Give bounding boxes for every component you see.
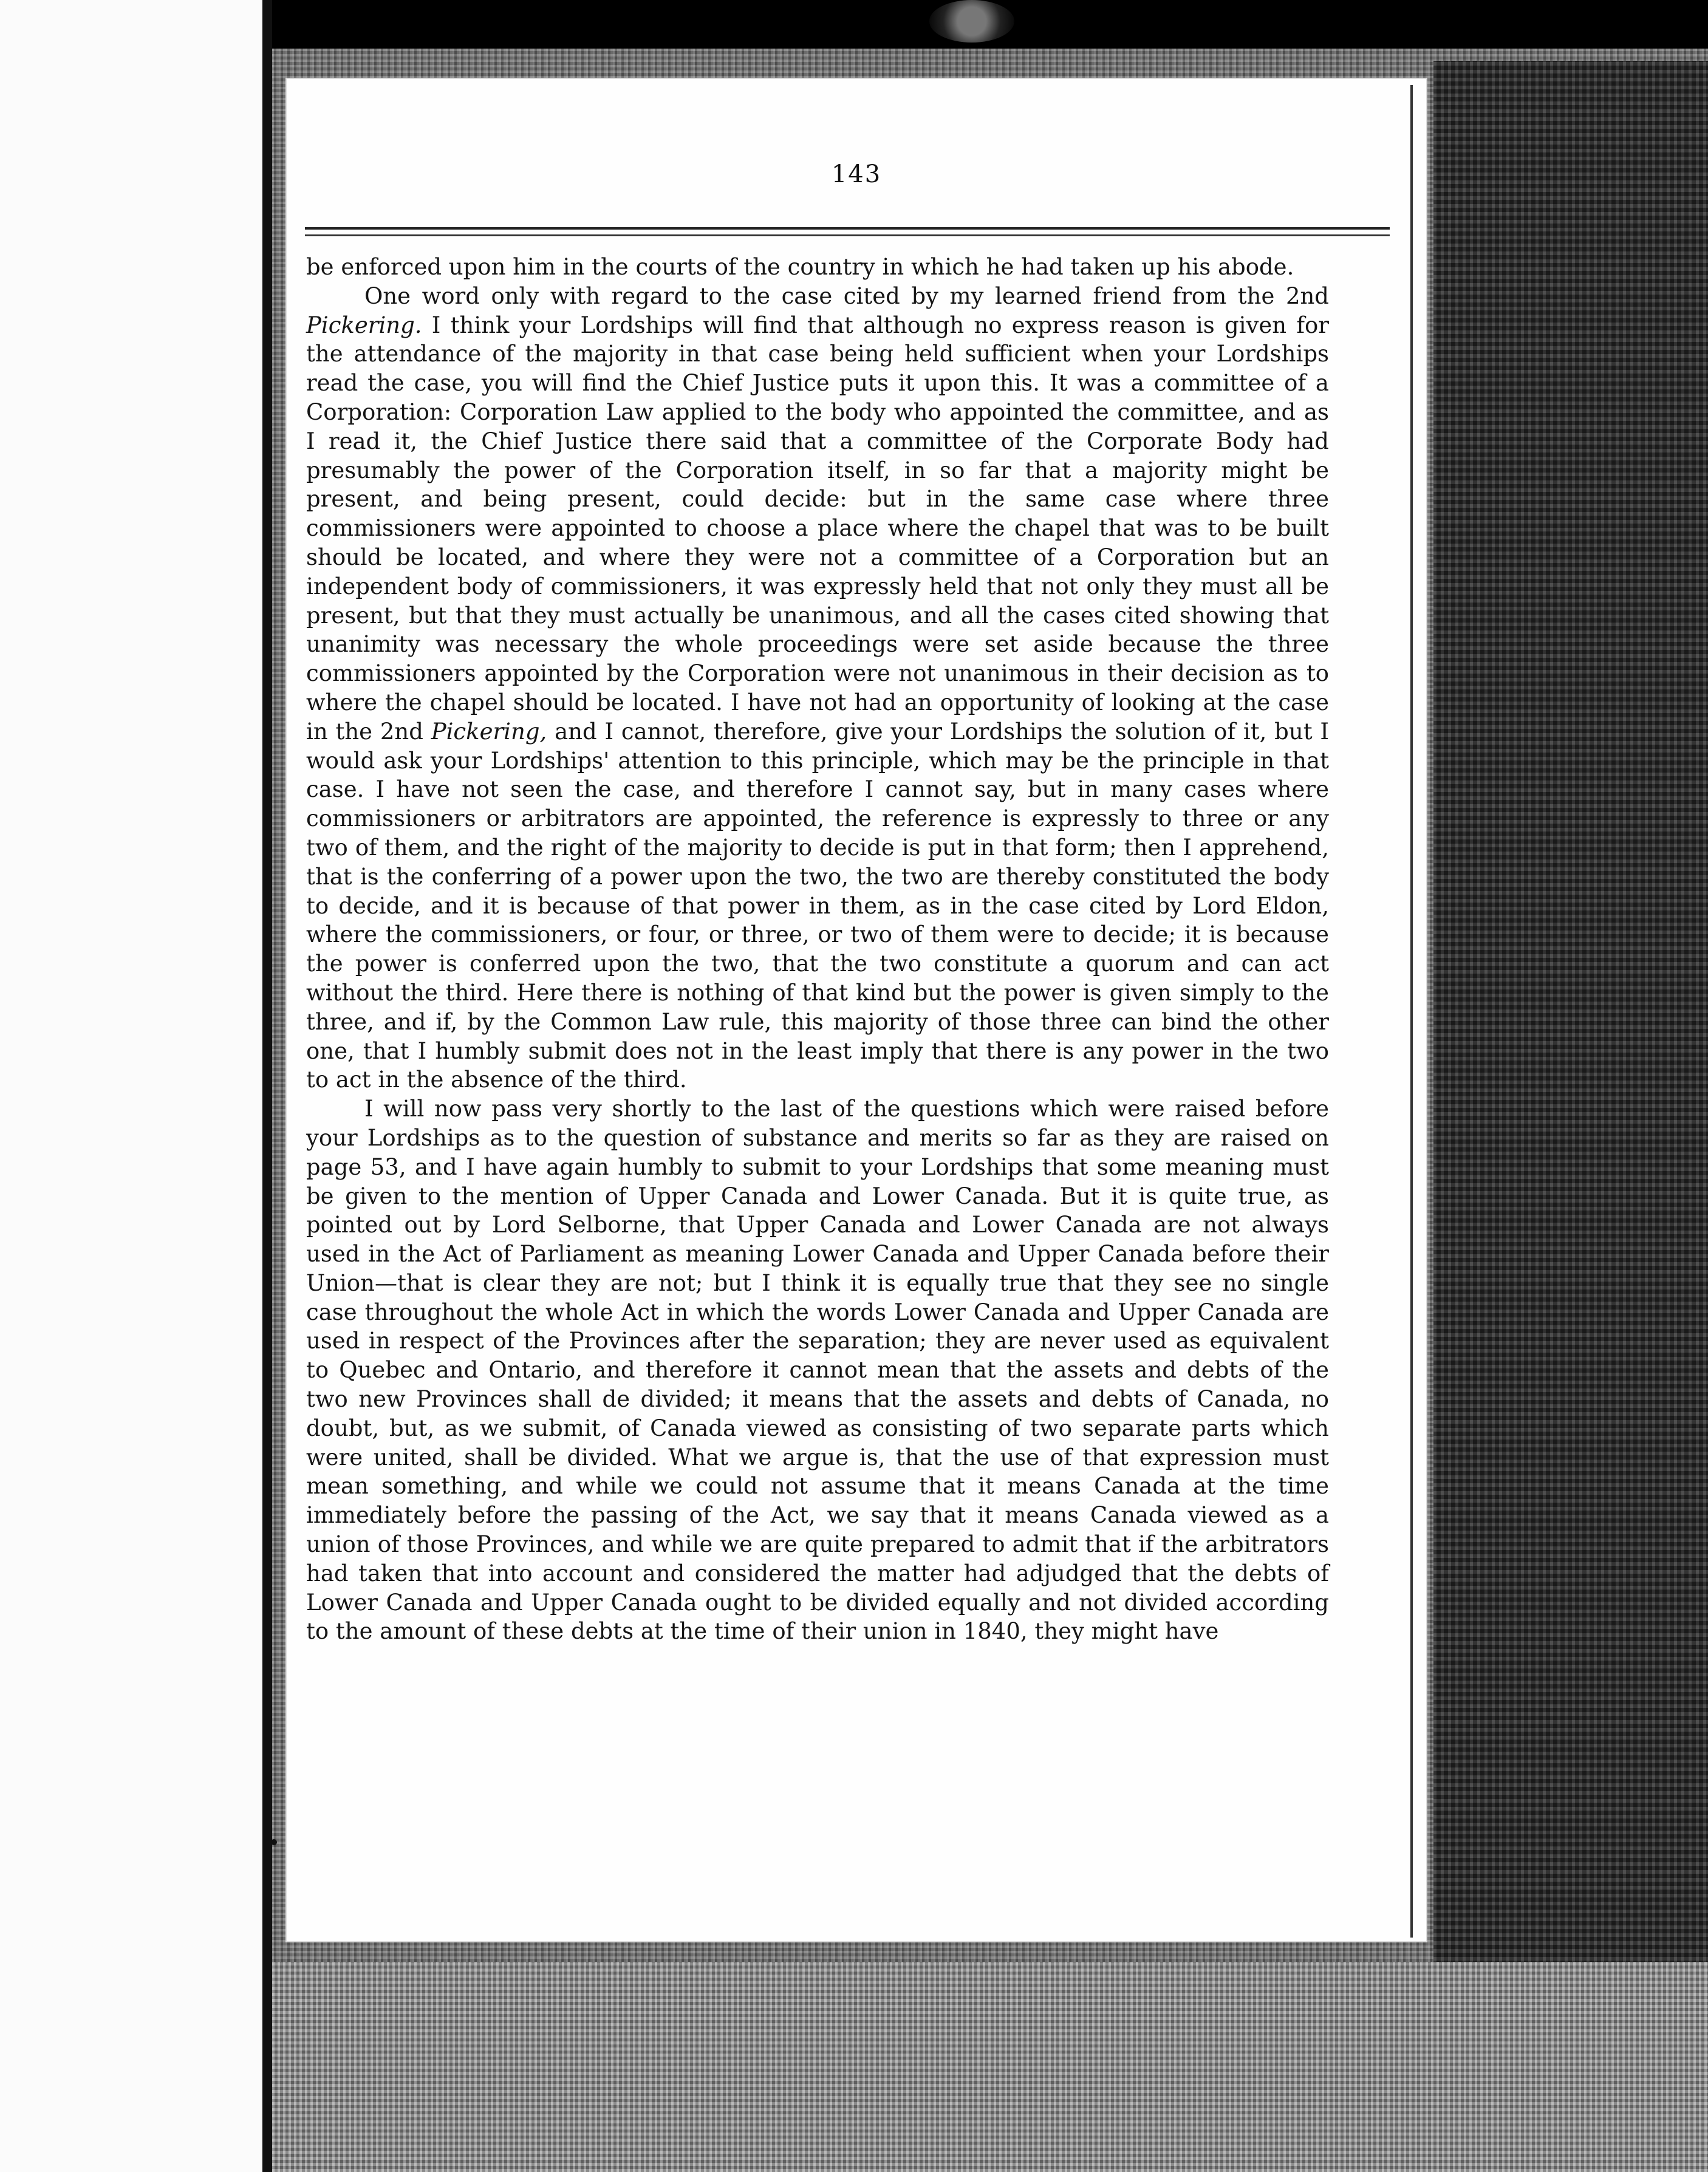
header-rule bbox=[305, 227, 1390, 230]
scan-bottom-margin bbox=[272, 1962, 1708, 2172]
facing-page-edge bbox=[0, 0, 267, 2172]
paragraph-2-part-1: One word only with regard to the case cited by my learned friend from the 2nd bbox=[364, 282, 1329, 309]
case-citation-italic: Pickering. bbox=[306, 312, 422, 338]
case-citation-italic-2: Pickering, bbox=[431, 718, 547, 745]
binding-gutter bbox=[262, 0, 272, 2172]
page-border-line bbox=[1410, 85, 1413, 1938]
margin-mark bbox=[271, 1839, 277, 1845]
header-rule-secondary bbox=[305, 234, 1390, 236]
document-page bbox=[285, 78, 1427, 1942]
scan-dark-margin bbox=[1433, 61, 1708, 1992]
scan-stain bbox=[929, 0, 1014, 43]
page-number: 143 bbox=[831, 160, 882, 188]
paragraph-3: I will now pass very shortly to the last of the questions which were raised before your Lordships as to the question of substance and merits so far as they are raised on page 53, and I have again humbly to submit to your Lordships that some meaning must be given to the mention of Upper Canada and Lower Canada. But it is quite true, as pointed out by Lord Selborne, that Upper Canada and Lower Canada are not always used in the Act of Parliament as meaning Lower Canada and Upper Canada before their Union—that is clear they are not; but I think it is equally true that they see no single case throughout the whole Act in which the words Lower Canada and Upper Canada are used in respect of the Provinces after the separation; they are never used as equivalent to Quebec and Ontario, and therefore it cannot mean that the assets and debts of the two new Provinces shall de divided; it means that the assets and debts of Canada, no doubt, but, as we submit, of Canada viewed as consisting of two separate parts which were united, shall be divided. What we argue is, that the use of that expression must mean something, and while we could not assume that it means Canada at the time immediately before the passing of the Act, we say that it means Canada viewed as a union of those Provinces, and while we are quite prepared to admit that if the arbitrators had taken that into account and considered the matter had adjudged that the debts of Lower Canada and Upper Canada ought to be divided equally and not divided according to the amount of these debts at the time of their union in 1840, they might have bbox=[306, 1096, 1329, 1645]
page-body bbox=[306, 253, 1329, 1646]
paragraph-1: be enforced upon him in the courts of the country in which he had taken up his abode. bbox=[306, 254, 1294, 280]
paragraph-2-part-3: and I cannot, therefore, give your Lordships the solution of it, but I would ask your Lordships' attention to this principle, which may be the principle in that case. I have not seen the case, and therefore I cannot say, but in many cases where commissioners or arbitrators are appointed, the reference is expressly to three or any two of them, and the right of the majority to decide is put in that form; then I apprehend, that is the conferring of a power upon the two, the two are thereby constituted the body to decide, and it is because of that power in them, as in the case cited by Lord Eldon, where the commissioners, or four, or three, or two of them were to decide; it is because the power is conferred upon the two, that the two constitute a quorum and can act without the third. Here there is nothing of that kind but the power is given simply to the three, and if, by the Common Law rule, this majority of those three can bind the other one, that I humbly submit does not in the least imply that there is any power in the two to act in the absence of the third. bbox=[306, 718, 1329, 1093]
paragraph-2-part-2: I think your Lordships will find that although no express reason is given for the attendance of the majority in that case being held sufficient when your Lordships read the case, you will find the Chief Justice puts it upon this. It was a committee of a Corporation: Corporation Law applied to the body who appointed the committee, and as I read it, the Chief Justice there said that a committee of the Corporate Body had presumably the power of the Corporation itself, in so far that a majority might be present, and being present, could decide: but in the same case where three commissioners were appointed to choose a place where the chapel that was to be built should be located, and where they were not a committee of a Corporation but an independent body of commissioners, it was expressly held that not only they must all be present, but that they must actually be unanimous, and all the cases cited showing that unanimity was necessary the whole proceedings were set aside because the three commissioners appointed by the Corporation were not unanimous in their decision as to where the chapel should be located. I have not had an opportunity of looking at the case in the 2nd bbox=[306, 312, 1329, 745]
paragraph-2 bbox=[306, 282, 1329, 1095]
